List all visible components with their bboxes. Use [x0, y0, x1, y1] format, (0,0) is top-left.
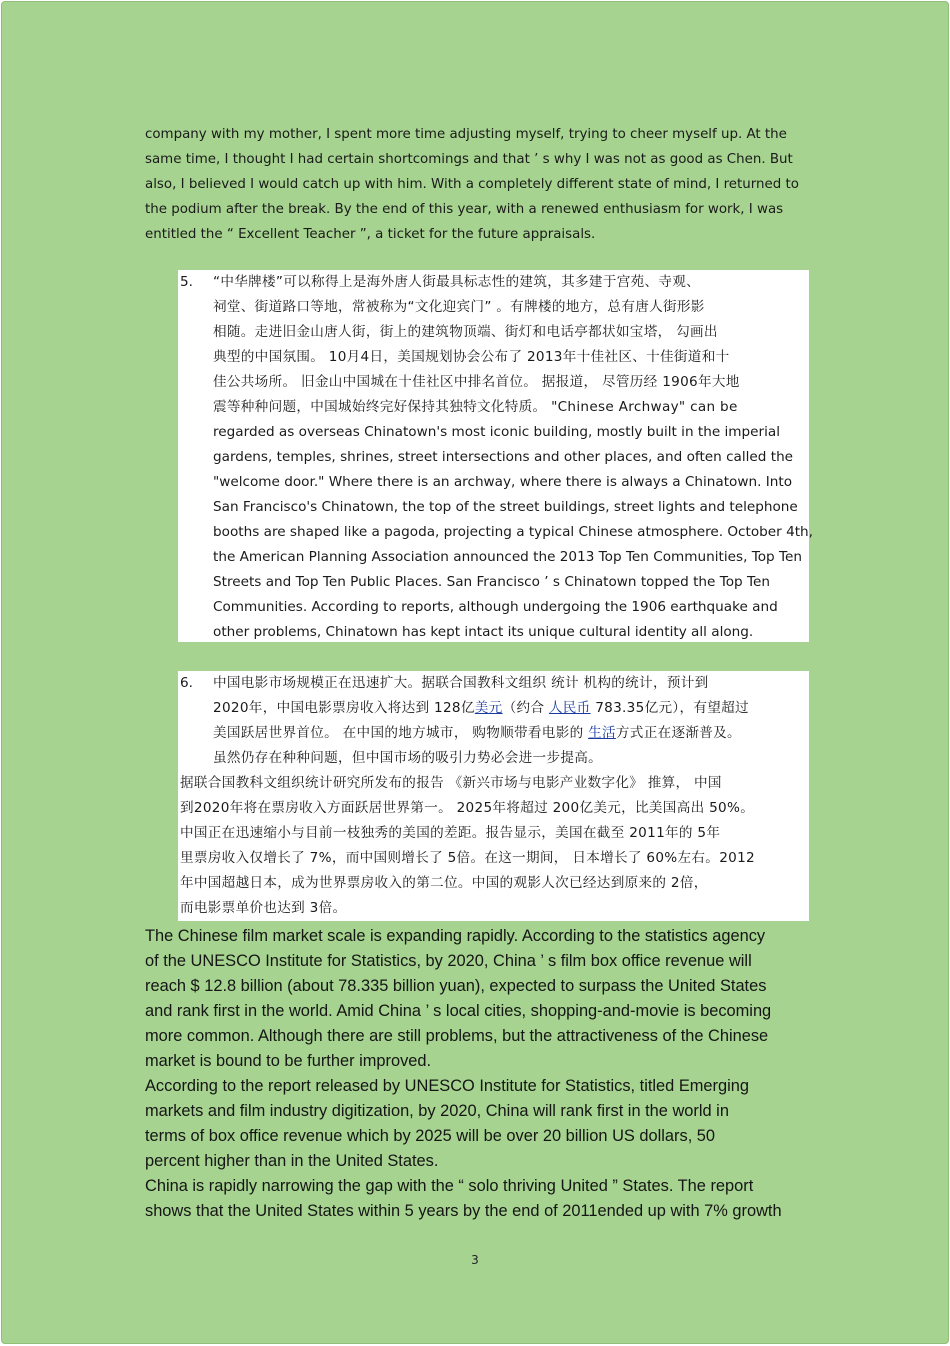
text-line: other problems, Chinatown has kept intact its unique cultural identity all along.: [213, 624, 754, 640]
document-page: [1, 1, 949, 1344]
text-line: company with my mother, I spent more time adjusting myself, trying to cheer myself up. At the: [145, 127, 787, 142]
text-line: Streets and Top Ten Public Places. San Francisco ’ s Chinatown topped the Top Ten: [213, 574, 770, 590]
text-line: more common. Although there are still problems, but the attractiveness of the Chinese: [145, 1027, 769, 1045]
text-line: 2020年，中国电影票房收入将达到 128亿美元（约合 人民币 783.35亿元），有望超过: [213, 700, 749, 716]
text-line: 年中国超越日本，成为世界票房收入的第二位。中国的观影人次已经达到原来的 2倍，: [180, 875, 708, 891]
text-line: percent higher than in the United States.: [145, 1152, 439, 1170]
text-line: San Francisco's Chinatown, the top of the street buildings, street lights and telephone: [213, 499, 798, 515]
text-line: 相随。走进旧金山唐人街，街上的建筑物顶端、街灯和电话亭都状如宝塔， 勾画出: [213, 324, 718, 340]
text-line: “中华牌楼”可以称得上是海外唐人街最具标志性的建筑，其多建于宫苑、寺观、: [213, 274, 701, 290]
text-line: regarded as overseas Chinatown's most iconic building, mostly built in the imperial: [213, 424, 781, 440]
text-line: entitled the “ Excellent Teacher ”, a ticket for the future appraisals.: [145, 227, 596, 242]
text-line: 震等种种问题，中国城始终完好保持其独特文化特质。 "Chinese Archway" can be: [213, 399, 738, 415]
text-line: also, I believed I would catch up with him. With a completely different state of mind, I returned to: [145, 177, 799, 192]
text-line: 佳公共场所。 旧金山中国城在十佳社区中排名首位。 据报道， 尽管历经 1906年大地: [213, 374, 740, 390]
bottom-paragraph: [145, 924, 845, 1224]
text-line: The Chinese film market scale is expanding rapidly. According to the statistics agency: [145, 927, 766, 945]
text-line: the podium after the break. By the end of this year, with a renewed enthusiasm for work, I was: [145, 202, 784, 217]
text-line: the American Planning Association announced the 2013 Top Ten Communities, Top Ten: [213, 549, 802, 565]
page-number: 3: [471, 1253, 479, 1267]
text-line: 祠堂、街道路口等地，常被称为“文化迎宾门” 。有牌楼的地方，总有唐人街形影: [213, 299, 705, 315]
item-number: 5.: [180, 274, 193, 290]
text-line: 美国跃居世界首位。 在中国的地方城市， 购物顺带看电影的 生活方式正在逐渐普及。: [213, 725, 741, 741]
text-line: same time, I thought I had certain shortcomings and that ’ s why I was not as good as Chen. But: [145, 152, 793, 167]
text-line: 而电影票单价也达到 3倍。: [180, 900, 347, 916]
item-6-box: [178, 671, 809, 921]
top-paragraph: [145, 122, 850, 247]
link-rmb[interactable]: 人民币: [548, 700, 591, 716]
text-line: of the UNESCO Institute for Statistics, by 2020, China ’ s film box office revenue will: [145, 952, 752, 970]
text-line: "welcome door." Where there is an archway, where there is always a Chinatown. Into: [213, 474, 793, 490]
text-line: 据联合国教科文组织统计研究所发布的报告 《新兴市场与电影产业数字化》 推算， 中国: [180, 775, 722, 791]
text-line: 里票房收入仅增长了 7%，而中国则增长了 5倍。在这一期间， 日本增长了 60%左右。2012: [180, 850, 755, 866]
text-line: Communities. According to reports, although undergoing the 1906 earthquake and: [213, 599, 778, 615]
text-line: booths are shaped like a pagoda, projecting a typical Chinese atmosphere. October 4th,: [213, 524, 813, 540]
link-usd[interactable]: 美元: [474, 700, 503, 716]
text-line: market is bound to be further improved.: [145, 1052, 432, 1070]
text-line: 虽然仍存在种种问题，但中国市场的吸引力势必会进一步提高。: [213, 750, 603, 766]
text-line: and rank first in the world. Amid China ’ s local cities, shopping-and-movie is becoming: [145, 1002, 772, 1020]
text-line: shows that the United States within 5 years by the end of 2011ended up with 7% growth: [145, 1202, 782, 1220]
link-life[interactable]: 生活: [588, 725, 616, 741]
text-line: 中国正在迅速缩小与目前一枝独秀的美国的差距。报告显示，美国在截至 2011年的 5年: [180, 825, 721, 841]
text-line: gardens, temples, shrines, street intersections and other places, and often called the: [213, 449, 794, 465]
item-5-box: [178, 270, 813, 642]
text-line: China is rapidly narrowing the gap with the “ solo thriving United ” States. The report: [145, 1177, 754, 1195]
text-line: 典型的中国氛围。 10月4日，美国规划协会公布了 2013年十佳社区、十佳街道和十: [213, 349, 730, 365]
item-number: 6.: [180, 675, 193, 691]
text-line: markets and film industry digitization, by 2020, China will rank first in the world in: [145, 1102, 729, 1120]
text-line: terms of box office revenue which by 2025 will be over 20 billion US dollars, 50: [145, 1127, 716, 1145]
text-line: 中国电影市场规模正在迅速扩大。据联合国教科文组织 统计 机构的统计，预计到: [213, 675, 709, 691]
text-line: According to the report released by UNESCO Institute for Statistics, titled Emerging: [145, 1077, 749, 1095]
text-line: 到2020年将在票房收入方面跃居世界第一。 2025年将超过 200亿美元，比美国高出 50%。: [180, 800, 755, 816]
text-line: reach $ 12.8 billion (about 78.335 billion yuan), expected to surpass the United States: [145, 977, 767, 995]
